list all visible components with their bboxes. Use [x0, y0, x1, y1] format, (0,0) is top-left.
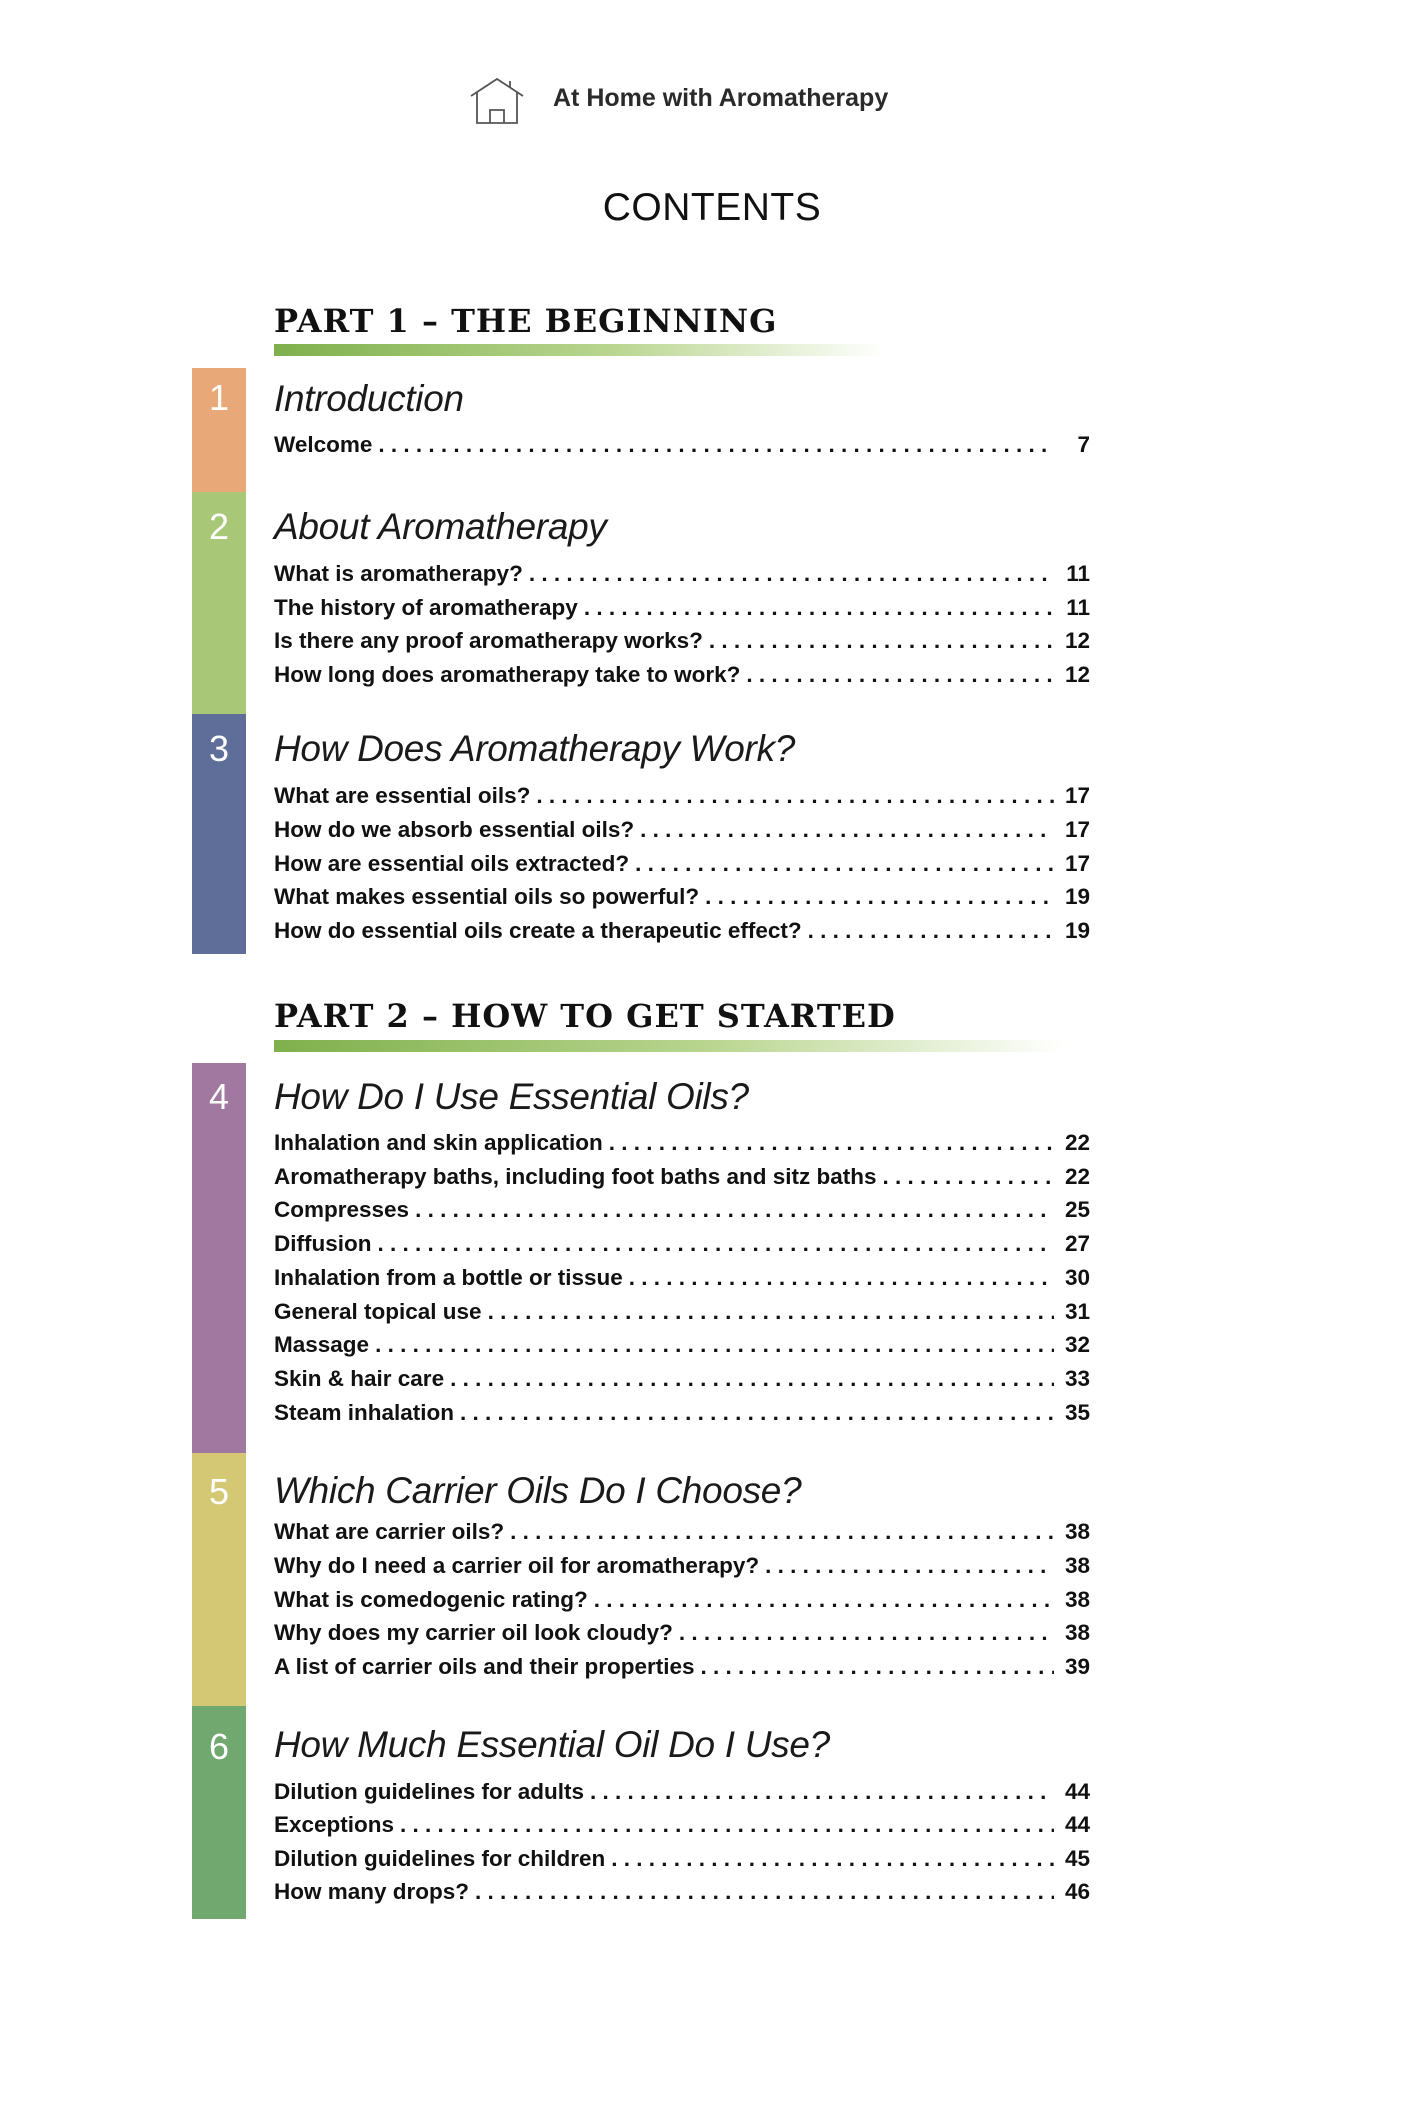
toc-entry[interactable]	[274, 1654, 1090, 1684]
chapter-title[interactable]: Introduction	[274, 378, 464, 419]
toc-entry[interactable]	[274, 1400, 1090, 1430]
dot-leader	[746, 662, 1054, 688]
page-number: 44	[1064, 1779, 1090, 1804]
entry-title: Welcome	[274, 432, 373, 457]
dot-leader	[475, 1879, 1054, 1905]
entry-title: How do essential oils create a therapeutic effect?	[274, 918, 802, 943]
running-header	[468, 74, 988, 126]
toc-entry[interactable]	[274, 918, 1090, 948]
toc-entry[interactable]	[274, 1812, 1090, 1842]
entry-title: What is aromatherapy?	[274, 561, 523, 586]
toc-entry[interactable]	[274, 432, 1090, 462]
page-number: 25	[1064, 1197, 1090, 1222]
page-number: 12	[1064, 662, 1090, 687]
entry-title: How many drops?	[274, 1879, 470, 1904]
part-heading: PART 1 – THE BEGINNING	[274, 302, 778, 340]
entry-title: Massage	[274, 1332, 370, 1357]
entry-title: How long does aromatherapy take to work?	[274, 662, 741, 687]
toc-entry[interactable]	[274, 1553, 1090, 1583]
entry-title: Exceptions	[274, 1812, 395, 1837]
page-number: 7	[1077, 432, 1090, 457]
chapter-number: 5	[208, 1471, 230, 1512]
toc-entry[interactable]	[274, 595, 1090, 625]
entry-title: Dilution guidelines for children	[274, 1846, 606, 1871]
page-number: 31	[1064, 1299, 1090, 1324]
entry-title: The history of aromatherapy	[274, 595, 578, 620]
book-title: At Home with Aromatherapy	[553, 84, 889, 112]
toc-entry[interactable]	[274, 1265, 1090, 1295]
toc-entry[interactable]	[274, 851, 1090, 881]
entry-title: General topical use	[274, 1299, 482, 1324]
page-number: 32	[1064, 1332, 1090, 1357]
dot-leader	[415, 1197, 1054, 1223]
entry-title: Aromatherapy baths, including foot baths and sitz baths	[274, 1164, 877, 1189]
toc-entry[interactable]	[274, 1332, 1090, 1362]
entry-title: Why do I need a carrier oil for aromatherapy?	[274, 1553, 760, 1578]
dot-leader	[709, 628, 1054, 654]
part-divider	[274, 344, 884, 356]
dot-leader	[611, 1846, 1054, 1872]
dot-leader	[883, 1164, 1054, 1190]
toc-entry[interactable]	[274, 1164, 1090, 1194]
page-number: 17	[1064, 817, 1090, 842]
dot-leader	[609, 1130, 1054, 1156]
entry-title: What is comedogenic rating?	[274, 1587, 588, 1612]
chapter-number: 2	[208, 506, 230, 547]
page-number: 22	[1064, 1164, 1090, 1189]
toc-entry[interactable]	[274, 1197, 1090, 1227]
page-number: 38	[1064, 1587, 1090, 1612]
entry-title: Why does my carrier oil look cloudy?	[274, 1620, 673, 1645]
page-number: 44	[1064, 1812, 1090, 1837]
page-number: 38	[1064, 1553, 1090, 1578]
entry-title: Is there any proof aromatherapy works?	[274, 628, 703, 653]
dot-leader	[701, 1654, 1054, 1680]
toc-entry[interactable]	[274, 1879, 1090, 1909]
chapter-title[interactable]: Which Carrier Oils Do I Choose?	[274, 1470, 802, 1511]
part-heading: PART 2 – HOW TO GET STARTED	[274, 997, 896, 1035]
toc-entry[interactable]	[274, 1231, 1090, 1261]
toc-entry[interactable]	[274, 1130, 1090, 1160]
dot-leader	[808, 918, 1054, 944]
toc-entry[interactable]	[274, 783, 1090, 813]
entry-title: How do we absorb essential oils?	[274, 817, 635, 842]
page-number: 22	[1064, 1130, 1090, 1155]
dot-leader	[629, 1265, 1054, 1291]
dot-leader	[460, 1400, 1054, 1426]
page-number: 46	[1064, 1879, 1090, 1904]
entry-title: What are carrier oils?	[274, 1519, 505, 1544]
entry-title: Dilution guidelines for adults	[274, 1779, 585, 1804]
page-number: 17	[1064, 851, 1090, 876]
dot-leader	[488, 1299, 1054, 1325]
page-number: 11	[1066, 561, 1090, 586]
dot-leader	[377, 1231, 1054, 1257]
entry-title: What are essential oils?	[274, 783, 531, 808]
chapter-number: 3	[208, 728, 230, 769]
dot-leader	[705, 884, 1054, 910]
dot-leader	[536, 783, 1054, 809]
page-number: 38	[1064, 1519, 1090, 1544]
dot-leader	[765, 1553, 1054, 1579]
dot-leader	[590, 1779, 1054, 1805]
toc-entry[interactable]	[274, 1587, 1090, 1617]
toc-entry[interactable]	[274, 817, 1090, 847]
chapter-number: 4	[208, 1076, 230, 1117]
toc-entry[interactable]	[274, 884, 1090, 914]
page-number: 30	[1064, 1265, 1090, 1290]
page-number: 45	[1064, 1846, 1090, 1871]
toc-entry[interactable]	[274, 1519, 1090, 1549]
chapter-number: 1	[208, 377, 230, 418]
chapter-title[interactable]: How Do I Use Essential Oils?	[274, 1076, 749, 1117]
part-divider	[274, 1040, 1064, 1052]
house-icon	[468, 76, 526, 126]
page-number: 27	[1064, 1231, 1090, 1256]
chapter-title[interactable]: How Much Essential Oil Do I Use?	[274, 1724, 830, 1765]
chapter-color-band	[192, 1063, 246, 1453]
dot-leader	[378, 432, 1054, 458]
entry-title: Diffusion	[274, 1231, 372, 1256]
toc-entry[interactable]	[274, 561, 1090, 591]
page-number: 38	[1064, 1620, 1090, 1645]
contents-title: CONTENTS	[602, 186, 822, 229]
dot-leader	[679, 1620, 1054, 1646]
page-number: 17	[1064, 783, 1090, 808]
chapter-title[interactable]: About Aromatherapy	[274, 506, 607, 547]
chapter-title[interactable]: How Does Aromatherapy Work?	[274, 728, 796, 769]
dot-leader	[450, 1366, 1054, 1392]
toc-entry[interactable]	[274, 1620, 1090, 1650]
entry-title: Inhalation from a bottle or tissue	[274, 1265, 623, 1290]
page-number: 11	[1066, 595, 1090, 620]
toc-entry[interactable]	[274, 1846, 1090, 1876]
toc-entry[interactable]	[274, 1366, 1090, 1396]
page-number: 19	[1064, 918, 1090, 943]
dot-leader	[510, 1519, 1054, 1545]
dot-leader	[635, 851, 1054, 877]
page-number: 39	[1064, 1654, 1090, 1679]
page-number: 12	[1064, 628, 1090, 653]
toc-entry[interactable]	[274, 662, 1090, 692]
entry-title: Skin & hair care	[274, 1366, 445, 1391]
chapter-number: 6	[208, 1726, 230, 1767]
page-number: 19	[1064, 884, 1090, 909]
toc-entry[interactable]	[274, 1299, 1090, 1329]
dot-leader	[640, 817, 1054, 843]
dot-leader	[584, 595, 1054, 621]
toc-entry[interactable]	[274, 628, 1090, 658]
entry-title: Steam inhalation	[274, 1400, 455, 1425]
entry-title: Compresses	[274, 1197, 410, 1222]
entry-title: What makes essential oils so powerful?	[274, 884, 700, 909]
page-number: 35	[1064, 1400, 1090, 1425]
entry-title: A list of carrier oils and their properties	[274, 1654, 695, 1679]
toc-entry[interactable]	[274, 1779, 1090, 1809]
dot-leader	[400, 1812, 1054, 1838]
entry-title: How are essential oils extracted?	[274, 851, 630, 876]
dot-leader	[529, 561, 1054, 587]
dot-leader	[594, 1587, 1054, 1613]
entry-title: Inhalation and skin application	[274, 1130, 603, 1155]
page-number: 33	[1064, 1366, 1090, 1391]
dot-leader	[375, 1332, 1054, 1358]
